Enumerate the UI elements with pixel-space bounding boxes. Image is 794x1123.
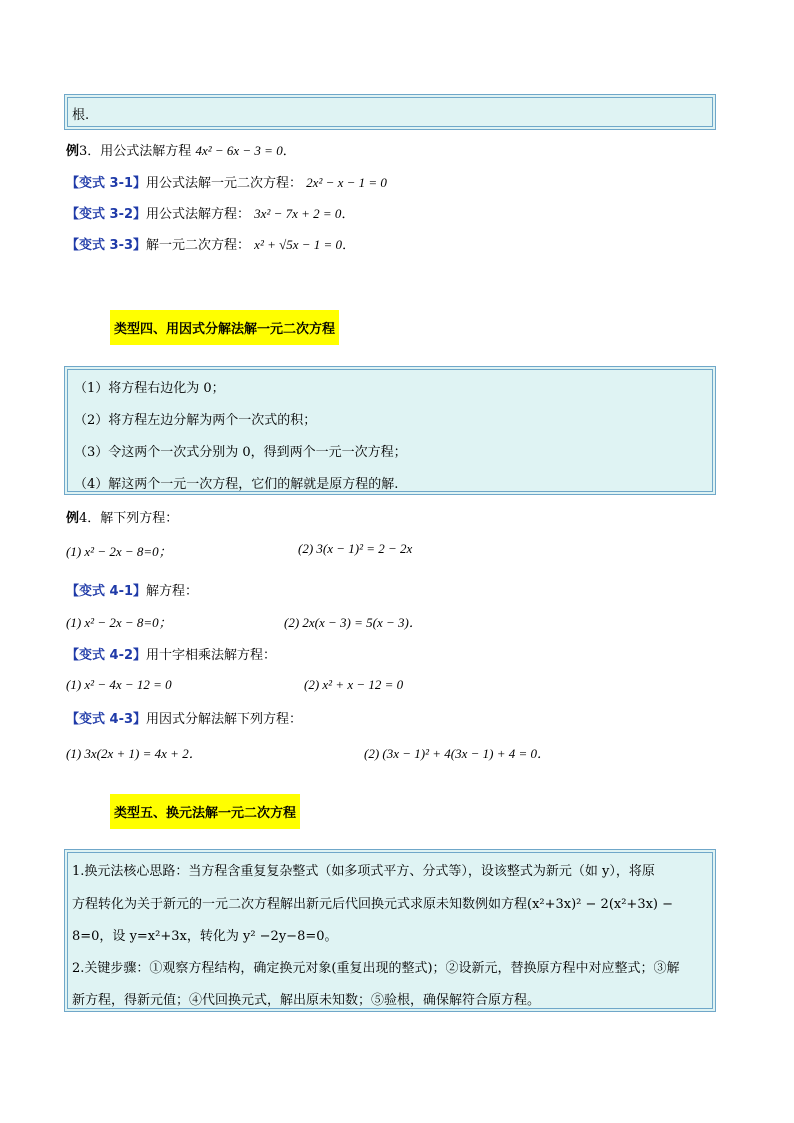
variant-tag: 【变式 3-3】 xyxy=(66,238,147,253)
example-label: 例 xyxy=(66,144,80,159)
variant-text: 解一元二次方程： xyxy=(146,238,251,253)
box5-line-3: 8=0，设 y=x²+3x，转化为 y² −2y−8=0。 xyxy=(72,929,338,944)
section-heading-5: 类型五、换元法解一元二次方程 xyxy=(110,794,300,829)
variant-3-1 xyxy=(66,172,387,191)
variant-tag: 【变式 3-1】 xyxy=(66,176,147,191)
variant-4-1-eq2: (2) 2x(x − 3) = 5(x − 3)． xyxy=(284,615,422,630)
variant-4-2-eq1: (1) x² − 4x − 12 = 0 xyxy=(66,677,172,692)
box5-line-1: 1.换元法核心思路：当方程含重复复杂整式（如多项式平方、分式等），设该整式为新元（如 y），将原 xyxy=(72,864,655,879)
variant-3-2: 【变式 3-2】用公式法解方程： 3x² − 7x + 2 = 0． xyxy=(66,206,355,222)
example-label: 例 xyxy=(66,511,80,526)
variant-text: 解方程： xyxy=(146,584,199,599)
example-3-text: 3．用公式法解方程 xyxy=(79,144,192,159)
example-3-equation: 4x² − 6x − 3 = 0 xyxy=(195,143,283,158)
variant-4-3-eq2: (2) (3x − 1)² + 4(3x − 1) + 4 = 0． xyxy=(364,746,551,761)
variant-4-2 xyxy=(66,644,276,663)
example-4-eq1: (1) x² − 2x − 8=0； xyxy=(66,544,172,559)
example-3: 例3．用公式法解方程 4x² − 6x − 3 = 0． xyxy=(66,143,296,159)
variant-equation: 3x² − 7x + 2 = 0 xyxy=(254,206,342,221)
step-3: （3）令这两个一次式分别为 0，得到两个一元一次方程； xyxy=(74,445,407,460)
variant-4-1 xyxy=(66,580,198,599)
variant-3-3: 【变式 3-3】解一元二次方程： x² + √5x − 1 = 0． xyxy=(66,237,356,253)
variant-tag: 【变式 4-1】 xyxy=(66,584,147,599)
step-2: （2）将方程左边分解为两个一次式的积； xyxy=(74,413,317,428)
box5-line-2: 方程转化为关于新元的一元二次方程解出新元后代回换元式求原未知数例如方程(x²+3x)² − 2(x²+3x) − xyxy=(72,897,674,912)
top-info-box xyxy=(64,94,716,130)
box5-line-5: 新方程，得新元值；④代回换元式，解出原未知数；⑤验根，确保解符合原方程。 xyxy=(72,993,541,1008)
step-4: （4）解这两个一元一次方程，它们的解就是原方程的解. xyxy=(74,477,399,492)
variant-4-3-eq1: (1) 3x(2x + 1) = 4x + 2． xyxy=(66,746,202,761)
top-box-text: 根. xyxy=(72,108,90,123)
variant-text: 用公式法解方程： xyxy=(146,207,251,222)
variant-4-3 xyxy=(66,708,302,727)
step-1: （1）将方程右边化为 0； xyxy=(74,381,225,396)
example-4 xyxy=(66,507,178,526)
variant-equation: 2x² − x − 1 = 0 xyxy=(306,175,387,190)
example-4-text: 4．解下列方程： xyxy=(79,511,179,526)
variant-4-1-eq1: (1) x² − 2x − 8=0； xyxy=(66,615,172,630)
example-4-eq2: (2) 3(x − 1)² = 2 − 2x xyxy=(298,541,413,556)
variant-text: 用公式法解一元二次方程： xyxy=(146,176,303,191)
box5-line-4: 2.关键步骤：①观察方程结构，确定换元对象(重复出现的整式)；②设新元，替换原方程中对应整式；③解 xyxy=(72,961,680,976)
variant-4-2-eq2: (2) x² + x − 12 = 0 xyxy=(304,677,404,692)
variant-tag: 【变式 4-2】 xyxy=(66,648,147,663)
variant-text: 用因式分解法解下列方程： xyxy=(146,712,303,727)
variant-text: 用十字相乘法解方程： xyxy=(146,648,277,663)
section-heading-4: 类型四、用因式分解法解一元二次方程 xyxy=(110,310,339,345)
variant-tag: 【变式 4-3】 xyxy=(66,712,147,727)
variant-equation: x² + √5x − 1 = 0 xyxy=(254,237,343,252)
variant-tag: 【变式 3-2】 xyxy=(66,207,147,222)
